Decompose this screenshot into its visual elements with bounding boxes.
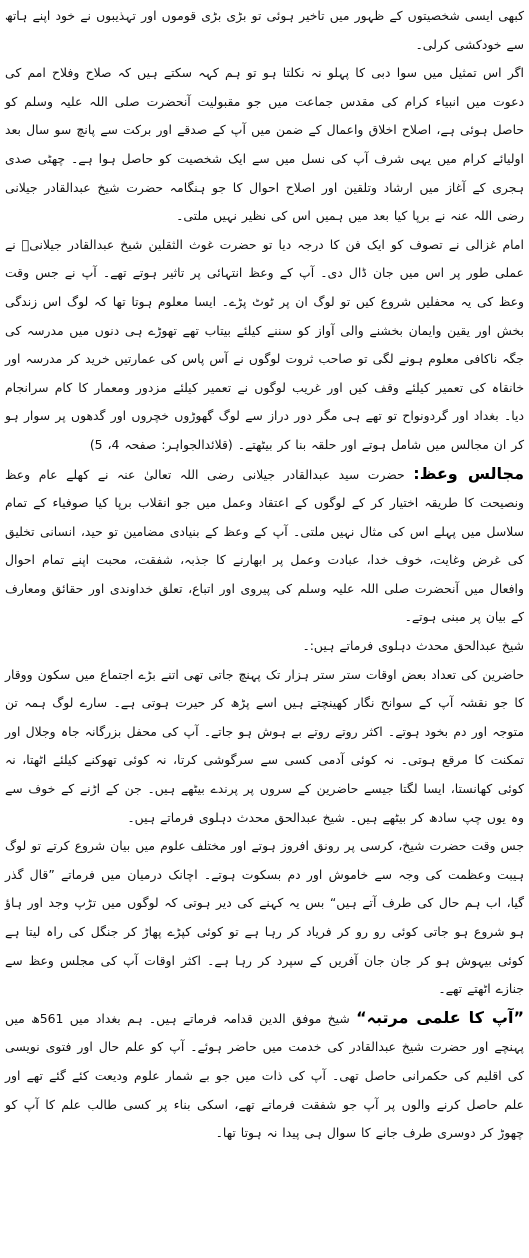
paragraph-ilmi-martaba [5,1004,524,1148]
paragraph-prophetic-tradition [5,59,524,231]
paragraph-majalis-waz [5,460,524,633]
paragraph-text: حضرت سید عبدالقادر جیلانی رضی اللہ تعالیٰ عنہ نے کھلے عام وعظ ونصیحت کا طریقہ اختیار کر کے لوگوں کے اعتقاد وعمل میں جو انقلاب برپا کیا صوفیاء کے تمام سلاسل میں پہلے اس کی مثال نہیں ملتی۔ آپ کے وعظ کے بنیادی مضامین تو حید، انسانی تخلیق کی غرض وغایت، خوف خدا، عبادت وعمل پر ابھارنے کا جذبہ، شفقت، محبت اپنے تمام احوال وافعال میں آنحضرت صلی اللہ علیہ وسلم کی پیروی اور اتباع، تعلق خداوندی اور حقائق ومعارف کے بیان پر مبنی ہوتے۔ [5,466,524,625]
paragraph-quote-intro [5,632,524,661]
reference-citation: (قلائدالجواہر: صفحہ 4، 5) [89,436,233,452]
paragraph-text: حاضرین کی تعداد بعض اوقات ستر ستر ہزار تک پہنچ جاتی تھی اتنے بڑے اجتماع میں سکون ووقار کا جو نقشہ آپ کے سوانح نگار کھینچتے ہیں اسے پڑھ کر حیرت ہوتی ہے۔ سارے لوگ ہمہ تن متوجہ اور دم بخود ہوتے۔ اکثر روتے روتے بے ہوش ہو جاتے۔ آپ کی محفل بزرگانہ جاہ وجلال اور تمکنت کا مرقع ہوتی۔ نہ کوئی آدمی کسی سے سرگوشی کرتا، نہ کوئی تھوکنے کیلئے اٹھتا، نہ کوئی کھانستا، ایسا لگتا جیسے حاضرین کے سروں پر پرندے بیٹھے ہیں۔ جن کے اڑنے کے خوف سے وہ یوں چپ سادھ کر بیٹھے ہیں۔ شیخ عبدالحق محدث دہلوی فرماتے ہیں۔ [5,666,524,825]
section-heading-majalis: مجالس وعظ: [413,463,524,483]
section-heading-ilmi-martaba: ”آپ کا علمی مرتبہ“ [356,1007,524,1027]
paragraph-text: شیخ عبدالحق محدث دہلوی فرماتے ہیں:۔ [302,638,524,654]
paragraph-text: جس وقت حضرت شیخ، کرسی پر رونق افروز ہوتے اور مختلف علوم میں بیان شروع کرتے تو لوگ ہیبت وعظمت کی وجہ سے خاموش اور دم بسکوت ہوتے۔ اچانک درمیان میں فرماتے ”قال گذر گیا، اب ہم حال کی طرف آتے ہیں“ بس یہ کہنے کی دیر ہوتی کہ لوگوں میں تڑپ وجد اور ہاؤ ہو شروع ہو جاتی کوئی رو رو کر فریاد کر رہا ہے تو کوئی کپڑے پھاڑ کر جنگل کی راہ لیتا ہے کوئی بیہوش ہو کر جان جان آفریں کے سپرد کر رہا ہے۔ اکثر اوقات آپ کی مجلس وعظ سے جنازے اٹھتے تھے۔ [5,838,524,997]
paragraph-text: امام غزالی نے تصوف کو ایک فن کا درجہ دیا تو حضرت غوث الثقلین شیخ عبدالقادر جیلانیؒ نے عملی طور پر اس میں جان ڈال دی۔ آپ کے وعظ انتہائی پر تاثیر ہوتے تھے۔ آپ نے جس وقت وعظ کی یہ محفلیں شروع کیں تو لوگ ان پر ٹوٹ پڑے۔ ایسا معلوم ہوتا تھا کہ لوگ اس زندگی بخش اور یقین وایمان بخشنے والی آواز کو سننے کیلئے بیتاب تھے تھوڑے ہی دنوں میں مدرسہ کی جگہ ناکافی معلوم ہونے لگی تو صاحب ثروت لوگوں نے آس پاس کی عمارتیں خرید کر مدرسہ اور خانقاہ کی تعمیر کیلئے وقف کیں اور غریب لوگوں نے تعمیر کیلئے مزدور ومعمار کا کام سرانجام دیا۔ بغداد اور گردونواح تو تھے ہی مگر دور دراز سے لوگ گھوڑوں خچروں اور گدھوں پر سوار ہو کر ان مجالس میں شامل ہوتے اور حلقہ بنا کر بیٹھتے۔ [5,236,524,452]
paragraph-text: کبھی ایسی شخصیتوں کے ظہور میں تاخیر ہوئی تو بڑی بڑی قوموں اور تہذیبوں نے خود اپنے ہاتھ سے خودکشی کرلی۔ [5,8,524,52]
paragraph-audience [5,661,524,833]
paragraph-text: شیخ موفق الدین قدامہ فرماتے ہیں۔ ہم بغداد میں 561ھ میں پہنچے اور حضرت شیخ عبدالقادر کی خدمت میں حاضر ہوئے۔ آپ کو علم حال اور فتوی نویسی کی اقلیم کی حکمرانی حاصل تھی۔ آپ کی ذات میں جو بے شمار علوم ودیعت کئے گئے تھے اور علم حاصل کرنے والوں پر آپ جو شفقت فرماتے تھے، اسکی بناء پر کسی طالب علم کا آپ کو چھوڑ کر دوسری طرف جانے کا سوال ہی پیدا نہ ہوتا تھا۔ [5,1010,524,1141]
paragraph-sermons [5,231,524,460]
paragraph-text: اگر اس تمثیل میں سوا دبی کا پہلو نہ نکلتا ہو تو ہم کہہ سکتے ہیں کہ صلاح وفلاح امم کی دعوت میں انبیاء کرام کی مقدس جماعت میں جو مقبولیت آنحضرت صلی اللہ علیہ وسلم کو حاصل ہوئی ہے، اصلاح اخلاق واعمال کے ضمن میں آپ کے صدقے اور برکت سے پانچ سو سال بعد اولیائے کرام میں یہی شرف آپ کی نسل میں سے ایک شخصیت کو حاصل ہوا ہے۔ چھٹی صدی ہجری کے آغاز میں ارشاد وتلقین اور اصلاح احوال کا جو ہنگامہ حضرت شیخ عبدالقادر جیلانی رضی اللہ عنہ نے برپا کیا بعد میں ہمیں اس کی نظیر نہیں ملتی۔ [5,65,524,224]
paragraph-intro-line [5,2,524,59]
paragraph-sheikh-speech [5,832,524,1004]
